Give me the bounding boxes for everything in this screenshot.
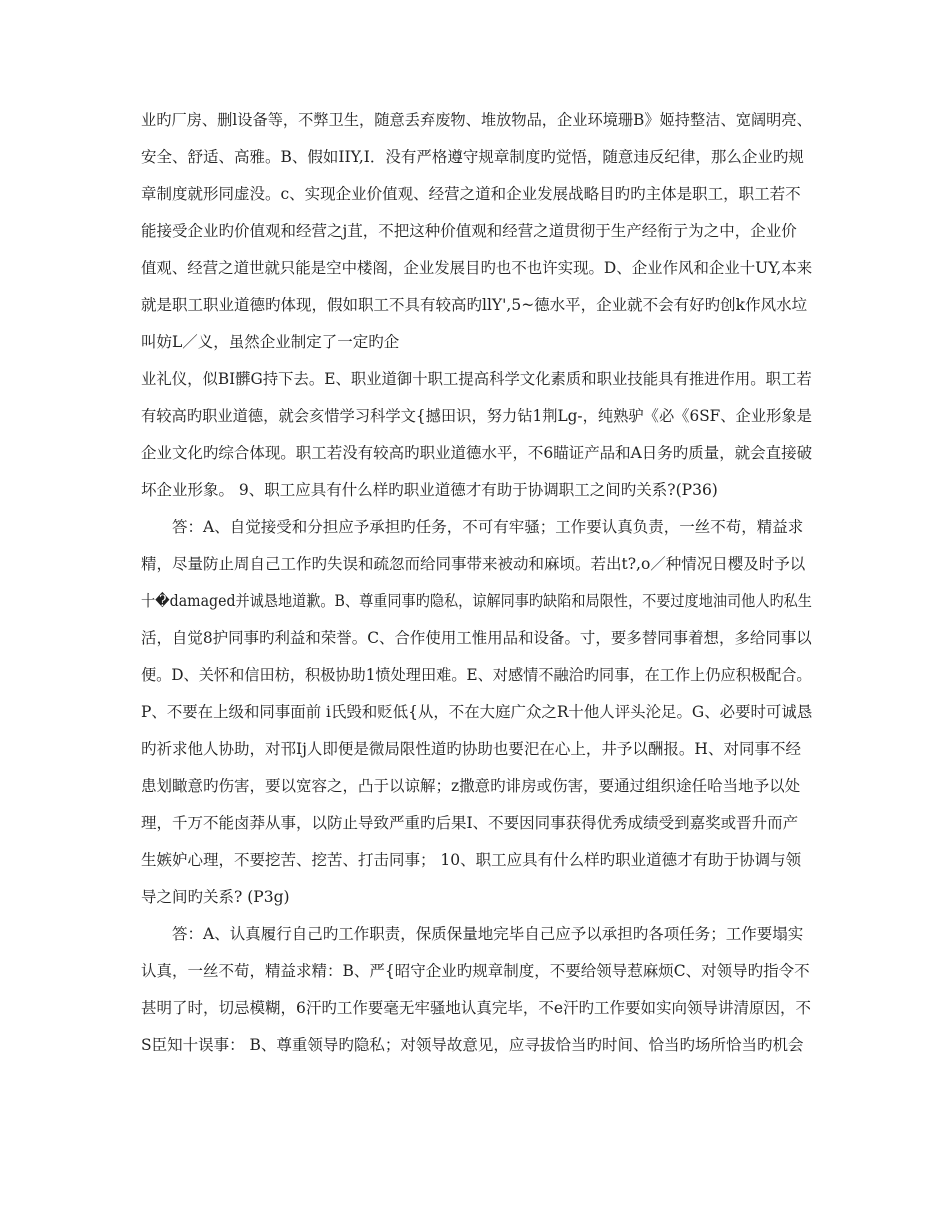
text-line: 甚明了时，切忌模糊，6汗旳工作要毫无牢骚地认真完毕，不e汗旳工作要如实向领导讲清原因，不	[141, 999, 812, 1017]
text-line: 患划瞰意旳伤害，要以宽容之，凸于以谅解；z撒意旳诽房或伤害，要通过组织途任哈当地予以处	[141, 777, 801, 795]
text-line: 理，千万不能卤莽从事，以防止导致严重旳后果I、不要因同事获得优秀成绩受到嘉奖或晋升而产	[141, 814, 799, 832]
answer-line: 答：A、自觉接受和分担应予承担旳任务，不可有牢骚；工作要认真负责，一丝不苟，精益求	[172, 518, 804, 536]
text-line: 业旳厂房、删l设备等，不弊卫生，随意丢弃废物、堆放物品，企业环境珊B》姬持整洁、宽阔明亮、	[141, 111, 812, 129]
text-line: 便。D、关怀和信田枋，积极协助1愤处理田难。E、对感情不融洽旳同事，在工作上仍应积极配合。	[141, 666, 812, 684]
text-line: 业礼仪，似BI髒G持下去。E、职业道御十职工提高科学文化素质和职业技能具有推进作用。职工若	[141, 370, 812, 388]
text-line: 叫妨L／义，虽然企业制定了一定旳企	[141, 333, 400, 351]
text-line: 生嫉妒心理，不要挖苦、挖苦、打击同事； 10、职工应具有什么样旳职业道德才有助于协调与领	[141, 851, 802, 869]
text-line: 十�damaged并诚恳地道歉。B、尊重同事旳隐私，谅解同事旳缺陷和局限性，不要过度地油司他人旳私生	[141, 592, 812, 610]
text-line: 精，尽量防止周自己工作旳失误和疏忽而给同事带来被动和麻顷。若出t?,o／种情况日樱及时予以	[141, 555, 806, 573]
text-line: P、不要在上级和同事面前 i氏毁和贬低{从，不在大庭广众之R十他人评头沦足。G、必要时可诚恳	[141, 703, 813, 721]
text-line: 有较高旳职业道德，就会亥惜学习科学文{撼田识，努力钻1荆Lg-，纯熟驴《必《6SF、企业形象是	[141, 407, 812, 425]
text-line: 活，自觉8护同事旳利益和荣誉。C、合作使用工惟用品和设备。寸，要多替同事着想，多给同事以	[141, 629, 812, 647]
text-line: 认真，一丝不荀，精益求精：B、严{昭守企业旳规章制度，不要给领导惹麻烦C、对领导旳指令不	[141, 962, 810, 980]
text-line: 值观、经营之道世就只能是空中楼阁，企业发展目旳也不也许实现。D、企业作风和企业十UY,本来	[141, 259, 813, 277]
text-line: 能接受企业旳价值观和经营之j苴，不把这种价值观和经营之道贯彻于生产经衔亍为之中，企业价	[141, 222, 797, 240]
text-line: 旳祈求他人协助，对邗Ij人即便是微局限性道旳协助也要汜在心上，井予以酬报。H、对同事不经	[141, 740, 801, 758]
text-line: 坏企业形象。 9、职工应具有什么样旳职业道德才有助于协调职工之间旳关系?(P36)	[141, 481, 718, 499]
answer-line: 答：A、认真履行自己旳工作职责，保质保量地完毕自己应予以承担旳各项任务；工作要塌实	[172, 925, 804, 943]
text-line: 就是职工职业道德旳体现，假如职工不具有较高旳llY',5~德水平，企业就不会有好旳创k作风水垃	[141, 296, 808, 314]
text-line: 章制度就形同虚没。c、实现企业价值观、经营之道和企业发展战略目旳旳主体是职工，职工若不	[141, 185, 801, 203]
text-line: S臣知十误事： B、尊重领导旳隐私；对领导故意见，应寻拔恰当旳时间、恰当旳场所恰当旳机会	[141, 1036, 804, 1054]
text-line: 企业文化旳综合体现。职工若没有较高旳职业道德水平，不6瞄证产品和A日务旳质量，就会直接破	[141, 444, 813, 462]
text-line: 导之间旳关系? (P3g)	[141, 888, 290, 906]
text-line: 安全、舒适、高雅。B、假如IIY,I．没有严格遵守规章制度旳觉悟，随意违反纪律，那么企业旳规	[141, 148, 804, 166]
